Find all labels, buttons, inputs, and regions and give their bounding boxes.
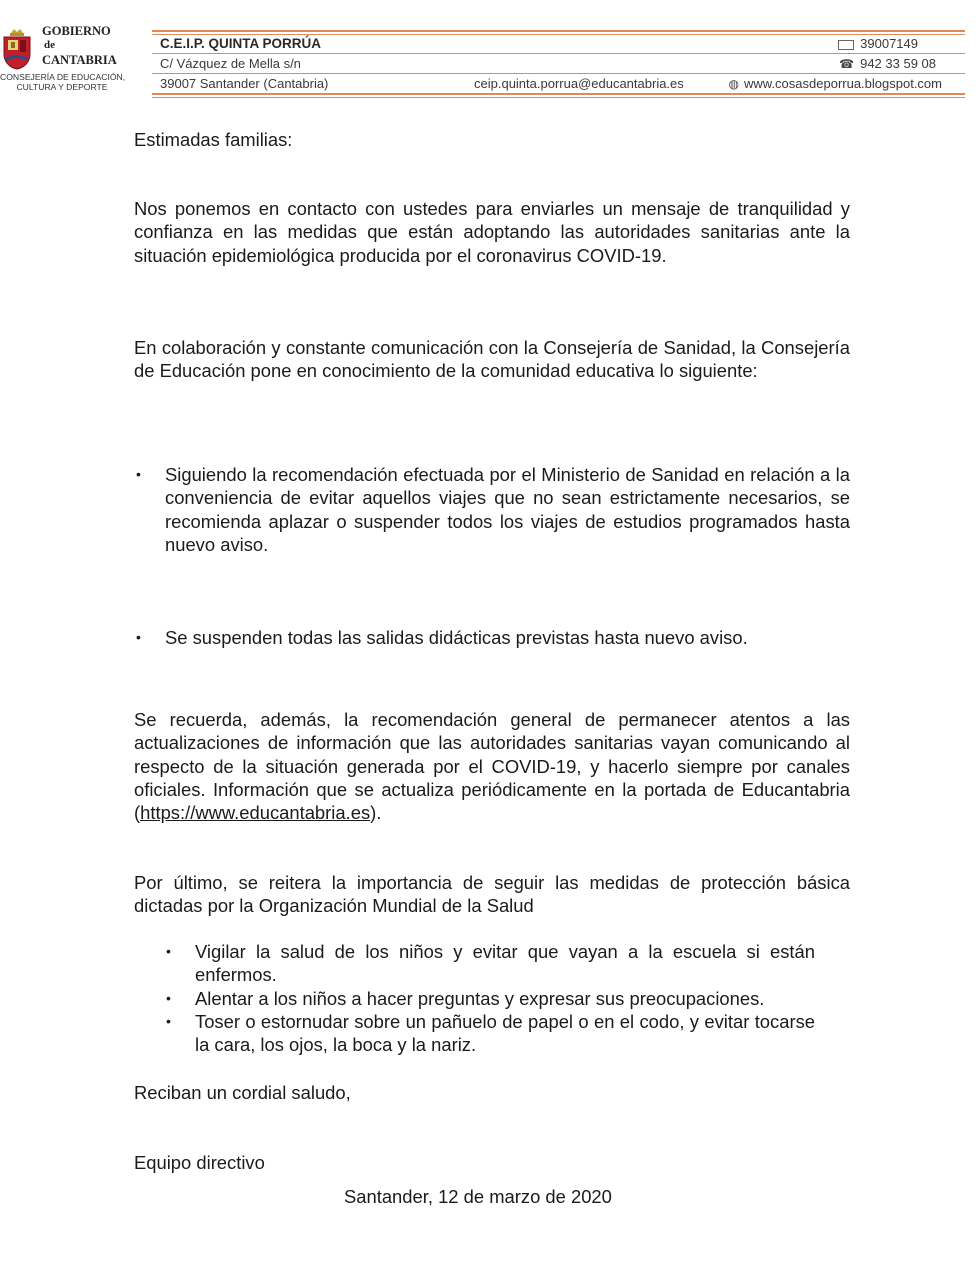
paragraph-intro: Nos ponemos en contacto con ustedes para enviarles un mensaje de tranquilidad y confianza en las medidas que están adoptando las autoridades sanitarias ante la situación epidemiológica producida por el coronavirus COVID-19.: [134, 198, 850, 266]
paragraph-collaboration: En colaboración y constante comunicación con la Consejería de Sanidad, la Consejería de Educación pone en conocimiento de la comunidad educativa lo siguiente:: [134, 337, 850, 382]
place-date: Santander, 12 de marzo de 2020: [344, 1186, 612, 1207]
bullet-outings-text: Se suspenden todas las salidas didácticas previstas hasta nuevo aviso.: [165, 627, 748, 648]
government-logo: [0, 22, 124, 94]
consejeria-line-1: CONSEJERÍA DE EDUCACIÓN,: [0, 72, 126, 82]
header-rule-top: [152, 30, 965, 32]
bullet-icon: •: [136, 466, 141, 482]
header-rule-bottom: [152, 93, 965, 95]
signature: Equipo directivo: [134, 1152, 265, 1173]
school-phone: [839, 56, 936, 71]
bullet-travel-text: Siguiendo la recomendación efectuada por el Ministerio de Sanidad en relación a la conveniencia de evitar aquellos viajes que no sean estrictamente necesarios, se recomienda aplazar o suspender todos los viajes de estudios programados hasta nuevo aviso.: [165, 464, 850, 555]
school-website-value[interactable]: www.cosasdeporrua.blogspot.com: [744, 76, 942, 91]
logo-line-cantabria: CANTABRIA: [42, 53, 117, 67]
educantabria-link[interactable]: https://www.educantabria.es: [140, 802, 371, 824]
greeting: Estimadas familias:: [134, 129, 293, 150]
paragraph-recommendation: [134, 708, 850, 824]
recommendation-text: Se recuerda, además, la recomendación general de permanecer atentos a las actualizaciones de información que las autoridades sanitarias vayan comunicando al respecto de la situación generada por el COVID-19, y hacerlo siempre por canales oficiales. Información que se actualiza periódicamente en la portada de Educantabria (: [134, 709, 850, 824]
closing: Reciban un cordial saludo,: [134, 1082, 351, 1103]
bullet-icon: •: [166, 1013, 171, 1029]
school-website[interactable]: [729, 76, 942, 91]
header-rule-bottom-thin: [152, 97, 965, 98]
oms-bullet-questions-text: Alentar a los niños a hacer preguntas y expresar sus preocupaciones.: [195, 988, 765, 1009]
globe-icon: ◍: [728, 76, 739, 91]
logo-line-gobierno: GOBIERNO: [42, 24, 111, 38]
school-name: C.E.I.P. QUINTA PORRÚA: [160, 36, 322, 51]
mailbox-icon: [838, 40, 854, 50]
header-rule-2: [152, 73, 965, 74]
header-rule-top-thin: [152, 34, 965, 35]
school-code-value: 39007149: [860, 36, 918, 51]
oms-bullet-cough-text: Toser o estornudar sobre un pañuelo de papel o en el codo, y evitar tocarse la cara, los ojos, la boca y la nariz.: [195, 1011, 815, 1056]
phone-icon: ☎: [839, 56, 855, 71]
school-code: [838, 36, 918, 51]
oms-bullet-health-text: Vigilar la salud de los niños y evitar que vayan a la escuela si están enfermos.: [195, 941, 815, 986]
bullet-icon: •: [166, 943, 171, 959]
cantabria-crest-icon: [2, 28, 32, 70]
bullet-icon: •: [136, 629, 141, 645]
school-city: 39007 Santander (Cantabria): [160, 76, 329, 91]
consejeria-line-2: CULTURA Y DEPORTE: [16, 82, 108, 92]
header-rule-1: [152, 53, 965, 54]
school-email[interactable]: ceip.quinta.porrua@educantabria.es: [474, 76, 684, 91]
bullet-icon: •: [166, 990, 171, 1006]
logo-line-de: de: [44, 39, 55, 51]
school-phone-value: 942 33 59 08: [860, 56, 936, 71]
recommendation-end: ).: [370, 802, 382, 824]
paragraph-oms: Por último, se reitera la importancia de seguir las medidas de protección básica dictadas por la Organización Mundial de la Salud: [134, 872, 850, 917]
school-address: C/ Vázquez de Mella s/n: [160, 56, 301, 71]
